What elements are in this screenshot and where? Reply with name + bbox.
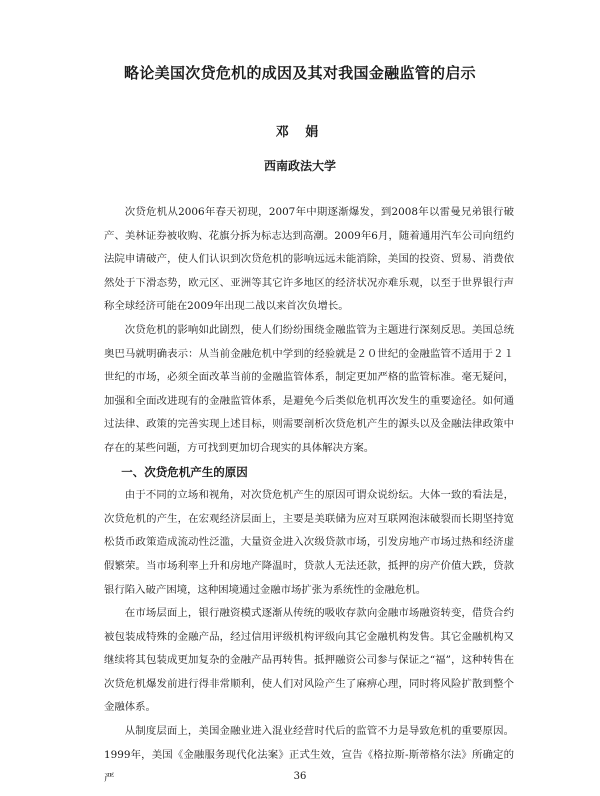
- paragraph-intro-1: 次贷危机从2006年春天初现，2007年中期逐渐爆发，到2008年以雷曼兄弟银行破产、美林证券被收购、花旗分拆为标志达到高潮。2009年6月，随着通用汽车公司向纽约法院申请破产，使人们认识到次贷危机的影响远远未能消除，美国的投资、贸易、消费依然处于下滑态势，欧元区、亚洲等其它许多地区的经济状况亦难乐观，以至于世界银行声称全球经济可能在2009年出现二战以来首次负增长。: [104, 206, 514, 313]
- author-name: 邓 娟: [275, 125, 325, 140]
- paragraph-intro-2: 次贷危机的影响如此剧烈，使人们纷纷围绕金融监管为主题进行深刻反思。美国总统奥巴马就明确表示：从当前金融危机中学到的经验就是２０世纪的金融监管不适用于２１世纪的市场，必须全面改革当前的金融监管体系，制定更加严格的监管标准。毫无疑问，加强和全面改进现有的金融监管体系，是避免今后类似危机再次发生的重要途径。如何通过法律、政策的完善实现上述目标，则需要剖析次贷危机产生的源头以及金融法律政策中存在的某些问题，方可找到更加切合现实的具体解决方案。: [104, 323, 514, 454]
- author-affiliation: 西南政法大学: [263, 159, 336, 173]
- paragraph-causes-3: 从制度层面上，美国金融业进入混业经营时代后的监管不力是导致危机的重要原因。1999年，美国《金融服务现代化法案》正式生效，宣告《格拉斯-斯蒂格尔法》所确定的严: [104, 725, 514, 785]
- paragraph-causes-1: 由于不同的立场和视角，对次贷危机产生的原因可谓众说纷纭。大体一致的看法是，次贷危机的产生，在宏观经济层面上，主要是美联储为应对互联网泡沫破裂而长期坚持宽松货币政策造成流动性泛滥，大量资金进入次级贷款市场，引发房地产市场过热和经济虚假繁荣。当市场利率上升和房地产降温时，贷款人无法还款，抵押的房产价值大跌，贷款银行陷入破产困境，这种困境通过金融市场扩张为系统性的金融危机。: [104, 489, 514, 596]
- section-heading-causes: 一、次贷危机产生的原因: [121, 464, 248, 479]
- page-number: 36: [293, 771, 307, 782]
- paragraph-causes-2: 在市场层面上，银行融资模式逐渐从传统的吸收存款向金融市场融资转变，借贷合约被包装成特殊的金融产品，经过信用评级机构评级向其它金融机构发售。其它金融机构又继续将其包装成更加复杂的金融产品再转售。抵押融资公司参与保证之“福”，这种转售在次贷危机爆发前进行得非常顺利，使人们对风险产生了麻痹心理，同时将风险扩散到整个金融体系。: [104, 607, 514, 714]
- paper-body: [104, 201, 514, 791]
- paper-title: 略论美国次贷危机的成因及其对我国金融监管的启示: [124, 64, 476, 82]
